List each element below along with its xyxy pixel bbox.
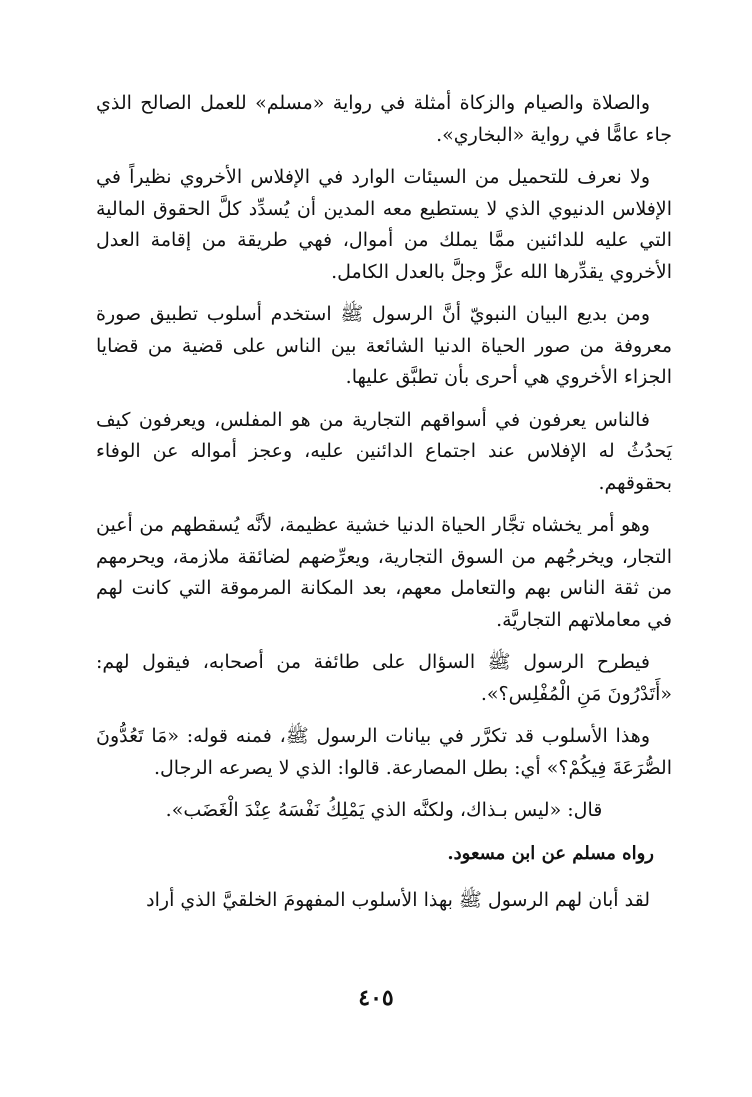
paragraph-last: لقد أبان لهم الرسول ﷺ بهذا الأسلوب المفهومَ الخلقيَّ الذي أراد bbox=[146, 889, 650, 911]
paragraph-3: ومن بديع البيان النبويّ أنَّ الرسول ﷺ استخدم أسلوب تطبيق صورة معروفة من صور الحياة الدنيا الشائعة بين الناس على قضية من قضايا الجزاء الأخروي هي أحرى بأن تطبَّق عليها. bbox=[96, 303, 672, 388]
hadith-quote-line: قال: «ليس بـذاك، ولكنَّه الذي يَمْلِكُ نَفْسَهُ عِنْدَ الْغَضَب». bbox=[165, 799, 603, 821]
page-text-block bbox=[96, 88, 672, 928]
paragraph-7: وهذا الأسلوب قد تكرَّر في بيانات الرسول ﷺ، فمنه قوله: «مَا تَعُدُّونَ الصُّرَعَةَ فِيكُمْ؟» أي: بطل المصارعة. قالوا: الذي لا يصرعه الرجال. bbox=[96, 725, 672, 779]
page-number: ٤٠٥ bbox=[358, 985, 394, 1011]
paragraph-2: ولا نعرف للتحميل من السيئات الوارد في الإفلاس الأخروي نظيراً في الإفلاس الدنيوي الذي لا يستطيع معه المدين أن يُسدِّد كلَّ الحقوق المالية التي عليه للدائنين ممَّا يملك من أموال، فهي طريقة من إقامة العدل الأخروي يقدِّرها الله عزَّ وجلَّ بالعدل الكامل. bbox=[96, 166, 672, 283]
narration-source: رواه مسلم عن ابن مسعود. bbox=[447, 842, 654, 864]
paragraph-1: والصلاة والصيام والزكاة أمثلة في رواية «مسلم» للعمل الصالح الذي جاء عامًّا في رواية «البخاري». bbox=[96, 92, 672, 146]
paragraph-4: فالناس يعرفون في أسواقهم التجارية من هو المفلس، ويعرفون كيف يَحدُثُ له الإفلاس عند اجتماع الدائنين عليه، وعجز أمواله عن الوفاء بحقوقهم. bbox=[96, 408, 672, 494]
paragraph-5: وهو أمر يخشاه تجَّار الحياة الدنيا خشية عظيمة، لأنَّه يُسقطهم من أعين التجار، ويخرجُهم من السوق التجارية، ويعرِّضهم لضائقة ملازمة، ويحرمهم من ثقة الناس بهم والتعامل معهم، بعد المكانة المرموقة التي كانت لهم في معاملاتهم التجاريَّة. bbox=[96, 514, 672, 631]
paragraph-6: فيطرح الرسول ﷺ السؤال على طائفة من أصحابه، فيقول لهم: «أَتَدْرُونَ مَنِ الْمُفْلِس؟». bbox=[96, 651, 672, 705]
